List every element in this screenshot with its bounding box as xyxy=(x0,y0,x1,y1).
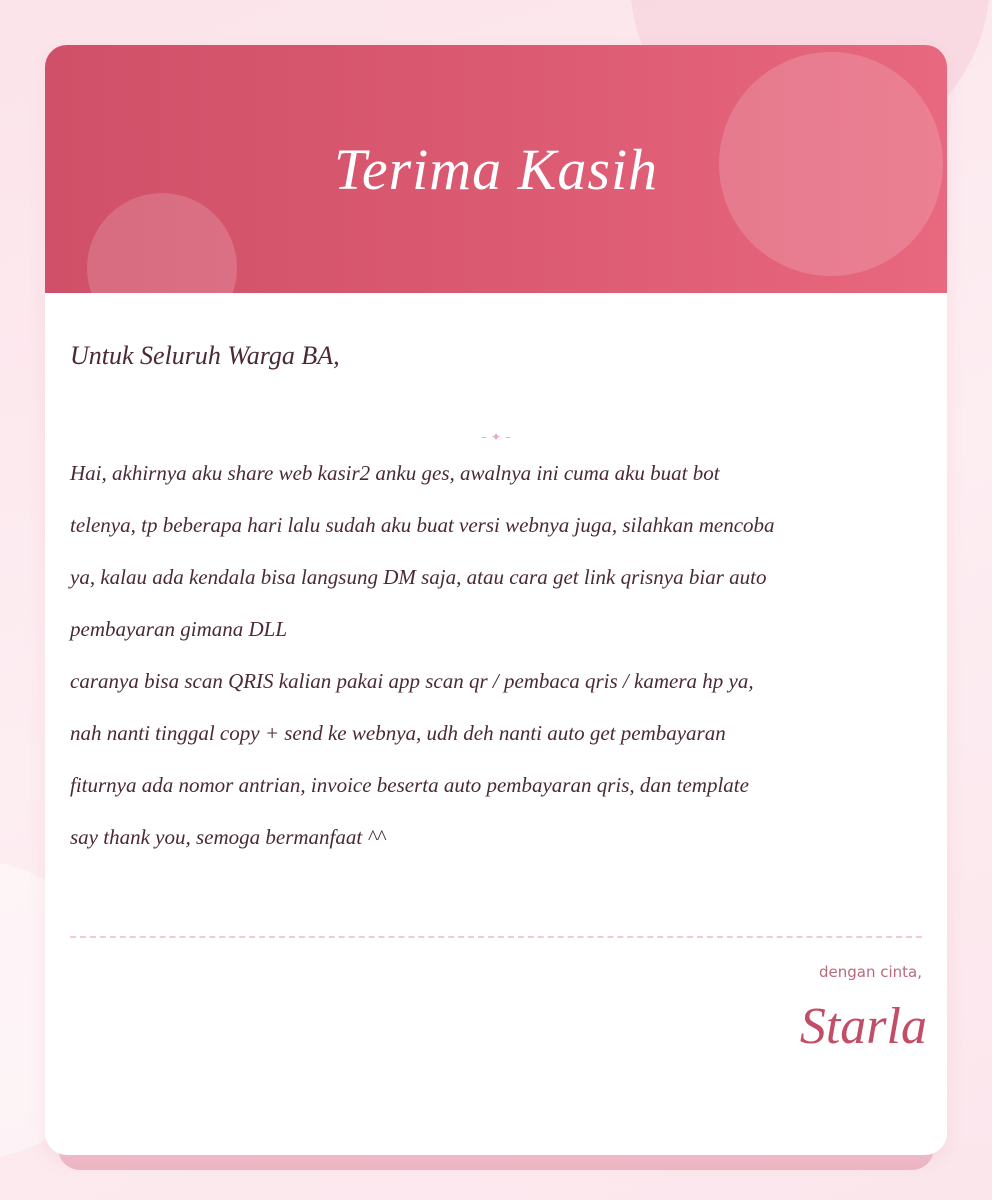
letter-line: nah nanti tinggal copy + send ke webnya, udh deh nanti auto get pembayaran xyxy=(70,721,726,745)
header-decor-circle xyxy=(87,193,237,293)
dashed-divider xyxy=(70,936,922,938)
letter-line: caranya bisa scan QRIS kalian pakai app scan qr / pembaca qris / kamera hp ya, xyxy=(70,669,754,693)
letter-line: Hai, akhirnya aku share web kasir2 anku ges, awalnya ini cuma aku buat bot xyxy=(70,461,720,485)
thank-you-card xyxy=(45,45,947,1155)
letter-signature: Starla xyxy=(799,998,927,1055)
letter-line: say thank you, semoga bermanfaat ^^ xyxy=(70,825,386,849)
letter-line: pembayaran gimana DLL xyxy=(70,617,288,641)
card-header xyxy=(45,45,947,293)
letter-line: telenya, tp beberapa hari lalu sudah aku buat versi webnya juga, silahkan mencoba xyxy=(70,513,775,537)
card-title: Terima Kasih xyxy=(333,137,659,202)
letter-signoff: dengan cinta, xyxy=(818,963,922,981)
ornament-divider-icon: – ✦ – xyxy=(481,430,511,444)
letter-greeting: Untuk Seluruh Warga BA, xyxy=(70,341,340,370)
letter-body xyxy=(70,447,910,863)
letter-line: ya, kalau ada kendala bisa langsung DM saja, atau cara get link qrisnya biar auto xyxy=(70,565,767,589)
letter-line: fiturnya ada nomor antrian, invoice beserta auto pembayaran qris, dan template xyxy=(70,773,749,797)
